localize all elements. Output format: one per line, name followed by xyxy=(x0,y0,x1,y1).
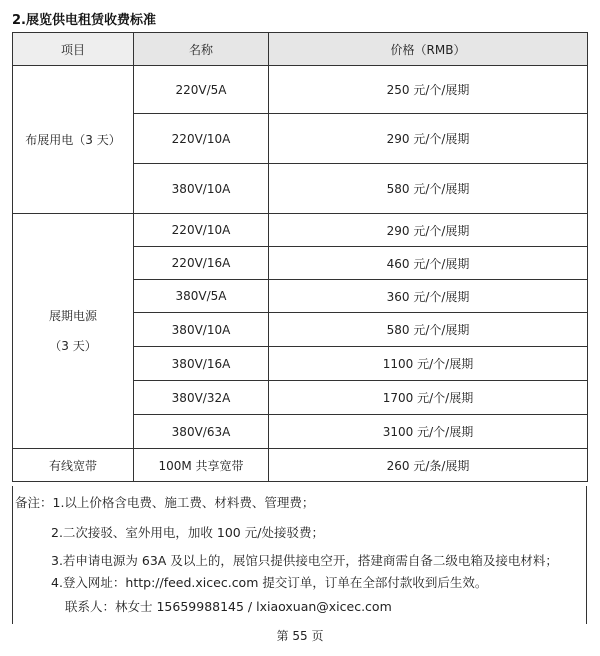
group-label-exhibition-power xyxy=(13,214,134,449)
name-cell: 380V/10A xyxy=(134,313,269,347)
group-label-line: （3 天） xyxy=(49,339,97,353)
price-cell: 360 元/个/展期 xyxy=(269,280,588,313)
name-cell: 220V/5A xyxy=(134,66,269,114)
price-cell: 1100 元/个/展期 xyxy=(269,347,588,381)
group-label-line: 布展用电（3 天） xyxy=(25,133,121,147)
name-cell: 100M 共享宽带 xyxy=(134,449,269,482)
note-line-3: 3.若申请电源为 63A 及以上的，展馆只提供接电空开，搭建商需自备二级电箱及接电材料； xyxy=(51,553,558,568)
table-row xyxy=(13,449,588,482)
price-cell: 3100 元/个/展期 xyxy=(269,415,588,449)
name-cell: 380V/10A xyxy=(134,164,269,214)
name-cell: 380V/32A xyxy=(134,381,269,415)
price-cell: 260 元/条/展期 xyxy=(269,449,588,482)
name-cell: 220V/10A xyxy=(134,214,269,247)
name-cell: 380V/16A xyxy=(134,347,269,381)
group-label-setup-power xyxy=(13,66,134,214)
contact-line: 联系人：林女士 15659988145 / lxiaoxuan@xicec.com xyxy=(65,599,392,614)
name-cell: 220V/10A xyxy=(134,114,269,164)
price-cell: 290 元/个/展期 xyxy=(269,114,588,164)
section-title: 2.展览供电租赁收费标准 xyxy=(12,13,156,28)
table-row xyxy=(13,66,588,114)
page-number: 第 55 页 xyxy=(276,629,324,643)
price-cell: 460 元/个/展期 xyxy=(269,247,588,280)
price-cell: 1700 元/个/展期 xyxy=(269,381,588,415)
group-label-broadband: 有线宽带 xyxy=(13,449,134,482)
table-row xyxy=(13,214,588,247)
name-cell: 380V/5A xyxy=(134,280,269,313)
price-cell: 580 元/个/展期 xyxy=(269,313,588,347)
note-line-1: 备注：1.以上价格含电费、施工费、材料费、管理费； xyxy=(15,495,315,510)
header-price: 价格（RMB） xyxy=(269,33,588,66)
header-item: 项目 xyxy=(13,33,134,66)
table-header-row xyxy=(13,33,588,66)
price-cell: 580 元/个/展期 xyxy=(269,164,588,214)
group-label-line: 展期电源 xyxy=(48,309,97,323)
header-name: 名称 xyxy=(134,33,269,66)
price-cell: 290 元/个/展期 xyxy=(269,214,588,247)
note-line-2: 2.二次接驳、室外用电，加收 100 元/处接驳费； xyxy=(51,525,324,540)
price-cell: 250 元/个/展期 xyxy=(269,66,588,114)
notes-section xyxy=(12,486,587,624)
fee-table xyxy=(12,32,588,482)
note-line-4: 4.登入网址：http://feed.xicec.com 提交订单，订单在全部付款收到后生效。 xyxy=(51,575,488,590)
name-cell: 380V/63A xyxy=(134,415,269,449)
name-cell: 220V/16A xyxy=(134,247,269,280)
